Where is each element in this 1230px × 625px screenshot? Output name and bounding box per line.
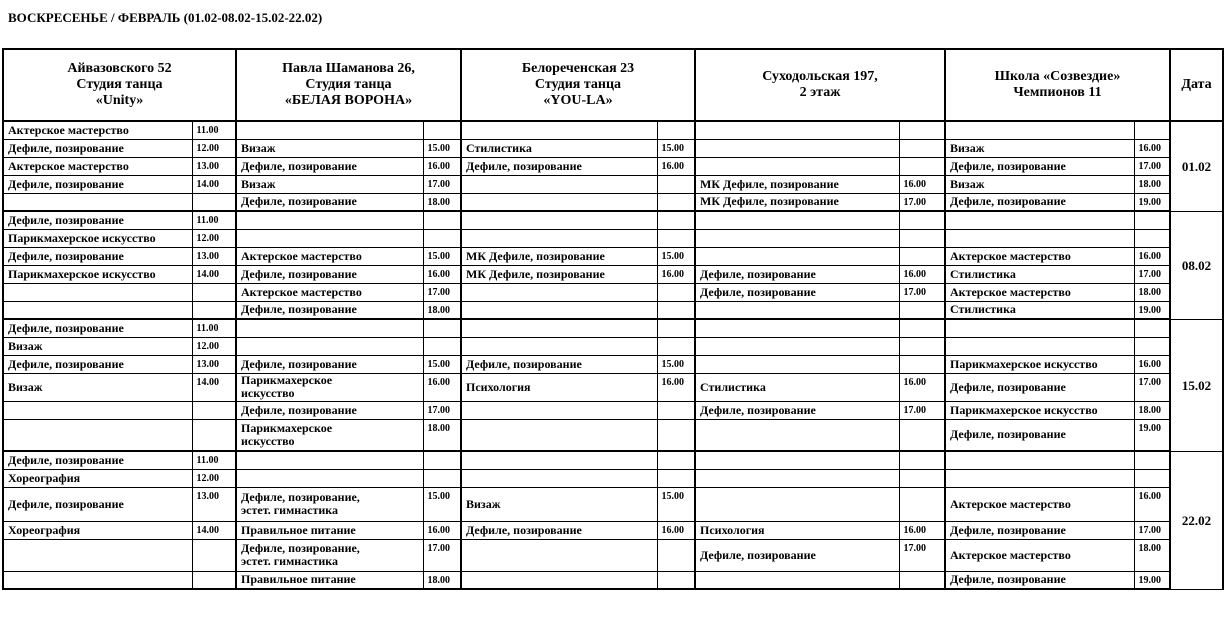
time-cell: 19.00 xyxy=(1134,193,1170,211)
time-cell xyxy=(423,229,461,247)
activity-cell: Парикмахерское искусство xyxy=(3,265,192,283)
time-cell xyxy=(899,157,945,175)
time-cell: 13.00 xyxy=(192,247,236,265)
time-cell: 18.00 xyxy=(1134,175,1170,193)
activity-cell: Дефиле, позирование xyxy=(945,373,1134,401)
time-cell xyxy=(423,121,461,139)
activity-cell: Дефиле, позирование xyxy=(3,355,192,373)
activity-cell xyxy=(3,571,192,589)
activity-cell xyxy=(236,211,423,229)
time-cell: 16.00 xyxy=(423,373,461,401)
time-cell xyxy=(899,319,945,337)
table-row xyxy=(3,139,1223,157)
activity-cell: Дефиле, позирование xyxy=(3,451,192,469)
time-cell xyxy=(899,139,945,157)
time-cell: 18.00 xyxy=(1134,539,1170,571)
table-row xyxy=(3,539,1223,571)
time-cell xyxy=(899,247,945,265)
activity-cell xyxy=(236,319,423,337)
activity-cell: Визаж xyxy=(945,175,1134,193)
activity-cell: Дефиле, позирование xyxy=(945,571,1134,589)
time-cell xyxy=(899,487,945,521)
activity-cell xyxy=(945,319,1134,337)
time-cell xyxy=(423,319,461,337)
time-cell xyxy=(657,193,695,211)
time-cell xyxy=(899,355,945,373)
activity-cell: Дефиле, позирование xyxy=(945,193,1134,211)
activity-cell: Дефиле, позирование xyxy=(236,193,423,211)
venue-header-3: Белореченская 23 Студия танца «YOU-LA» xyxy=(461,49,695,121)
time-cell xyxy=(899,211,945,229)
activity-cell: Дефиле, позирование xyxy=(461,521,657,539)
activity-cell xyxy=(695,451,899,469)
activity-cell: Актерское мастерство xyxy=(945,539,1134,571)
time-cell: 16.00 xyxy=(899,521,945,539)
time-cell xyxy=(657,337,695,355)
table-row xyxy=(3,373,1223,401)
table-row xyxy=(3,283,1223,301)
activity-cell: Психология xyxy=(695,521,899,539)
activity-cell: Визаж xyxy=(945,139,1134,157)
time-cell xyxy=(423,469,461,487)
time-cell: 15.00 xyxy=(657,487,695,521)
activity-cell xyxy=(695,301,899,319)
page-title: ВОСКРЕСЕНЬЕ / ФЕВРАЛЬ (01.02-08.02-15.02-22.02) xyxy=(8,10,323,25)
activity-cell: Стилистика xyxy=(945,301,1134,319)
time-cell xyxy=(192,301,236,319)
activity-cell xyxy=(461,211,657,229)
time-cell xyxy=(657,301,695,319)
activity-cell xyxy=(461,571,657,589)
activity-cell: Дефиле, позирование xyxy=(3,247,192,265)
time-cell: 17.00 xyxy=(1134,265,1170,283)
activity-cell xyxy=(695,157,899,175)
table-row xyxy=(3,175,1223,193)
activity-cell xyxy=(695,319,899,337)
time-cell xyxy=(423,211,461,229)
time-cell: 15.00 xyxy=(423,247,461,265)
activity-cell: Актерское мастерство xyxy=(945,487,1134,521)
date-cell: 08.02 xyxy=(1170,211,1223,319)
activity-cell xyxy=(3,419,192,451)
time-cell: 15.00 xyxy=(423,487,461,521)
activity-cell xyxy=(236,451,423,469)
activity-cell xyxy=(3,301,192,319)
activity-cell: Парикмахерское искусство xyxy=(945,401,1134,419)
time-cell xyxy=(657,451,695,469)
activity-cell xyxy=(945,229,1134,247)
activity-cell xyxy=(461,121,657,139)
date-cell: 22.02 xyxy=(1170,451,1223,589)
time-cell: 17.00 xyxy=(423,539,461,571)
venue-header-1: Айвазовского 52 Студия танца «Unity» xyxy=(3,49,236,121)
activity-cell: Актерское мастерство xyxy=(236,283,423,301)
time-cell: 14.00 xyxy=(192,265,236,283)
activity-cell: Дефиле, позирование xyxy=(236,301,423,319)
time-cell: 16.00 xyxy=(657,373,695,401)
table-row xyxy=(3,211,1223,229)
activity-cell xyxy=(695,121,899,139)
activity-cell: Дефиле, позирование, эстет. гимнастика xyxy=(236,539,423,571)
time-cell: 11.00 xyxy=(192,121,236,139)
activity-cell: Дефиле, позирование xyxy=(236,157,423,175)
activity-cell xyxy=(945,121,1134,139)
activity-cell xyxy=(236,337,423,355)
time-cell: 16.00 xyxy=(1134,355,1170,373)
time-cell xyxy=(423,337,461,355)
activity-cell: Правильное питание xyxy=(236,571,423,589)
activity-cell xyxy=(461,469,657,487)
time-cell: 17.00 xyxy=(423,401,461,419)
activity-cell xyxy=(945,469,1134,487)
time-cell: 16.00 xyxy=(899,373,945,401)
time-cell: 13.00 xyxy=(192,355,236,373)
time-cell xyxy=(899,469,945,487)
time-cell xyxy=(192,419,236,451)
time-cell: 16.00 xyxy=(657,265,695,283)
date-cell: 15.02 xyxy=(1170,319,1223,451)
activity-cell xyxy=(461,193,657,211)
activity-cell xyxy=(461,319,657,337)
time-cell: 17.00 xyxy=(1134,373,1170,401)
time-cell: 12.00 xyxy=(192,469,236,487)
time-cell: 17.00 xyxy=(423,175,461,193)
time-cell: 16.00 xyxy=(423,157,461,175)
activity-cell: Визаж xyxy=(236,175,423,193)
table-row xyxy=(3,337,1223,355)
activity-cell xyxy=(945,451,1134,469)
time-cell: 13.00 xyxy=(192,157,236,175)
time-cell: 12.00 xyxy=(192,337,236,355)
time-cell: 16.00 xyxy=(899,175,945,193)
table-row xyxy=(3,419,1223,451)
activity-cell: Стилистика xyxy=(695,373,899,401)
time-cell xyxy=(423,451,461,469)
activity-cell: Дефиле, позирование xyxy=(3,175,192,193)
activity-cell xyxy=(695,487,899,521)
time-cell: 18.00 xyxy=(423,419,461,451)
time-cell xyxy=(899,121,945,139)
activity-cell: Визаж xyxy=(3,337,192,355)
activity-cell: Правильное питание xyxy=(236,521,423,539)
activity-cell: Дефиле, позирование xyxy=(695,401,899,419)
activity-cell: Дефиле, позирование xyxy=(945,157,1134,175)
activity-cell: Визаж xyxy=(461,487,657,521)
activity-cell: Дефиле, позирование xyxy=(461,157,657,175)
time-cell: 18.00 xyxy=(1134,283,1170,301)
time-cell: 17.00 xyxy=(423,283,461,301)
table-row xyxy=(3,469,1223,487)
time-cell: 14.00 xyxy=(192,373,236,401)
time-cell: 16.00 xyxy=(899,265,945,283)
time-cell: 15.00 xyxy=(657,247,695,265)
time-cell: 17.00 xyxy=(1134,521,1170,539)
activity-cell xyxy=(461,175,657,193)
activity-cell xyxy=(695,469,899,487)
activity-cell: Визаж xyxy=(3,373,192,401)
time-cell: 13.00 xyxy=(192,487,236,521)
activity-cell xyxy=(461,301,657,319)
activity-cell: Дефиле, позирование xyxy=(945,419,1134,451)
time-cell: 18.00 xyxy=(423,193,461,211)
activity-cell: Дефиле, позирование xyxy=(236,265,423,283)
time-cell: 17.00 xyxy=(899,539,945,571)
activity-cell xyxy=(461,451,657,469)
activity-cell xyxy=(236,229,423,247)
table-row xyxy=(3,301,1223,319)
activity-cell: Парикмахерское искусство xyxy=(236,419,423,451)
activity-cell xyxy=(3,193,192,211)
activity-cell xyxy=(695,355,899,373)
activity-cell xyxy=(461,337,657,355)
time-cell xyxy=(657,319,695,337)
table-row xyxy=(3,487,1223,521)
time-cell: 18.00 xyxy=(423,301,461,319)
activity-cell xyxy=(695,247,899,265)
time-cell: 15.00 xyxy=(423,139,461,157)
activity-cell: МК Дефиле, позирование xyxy=(695,175,899,193)
time-cell: 19.00 xyxy=(1134,301,1170,319)
activity-cell: Дефиле, позирование xyxy=(695,539,899,571)
activity-cell: Дефиле, позирование xyxy=(695,265,899,283)
activity-cell: Актерское мастерство xyxy=(3,157,192,175)
activity-cell xyxy=(695,419,899,451)
time-cell: 16.00 xyxy=(657,521,695,539)
time-cell xyxy=(657,539,695,571)
activity-cell xyxy=(3,539,192,571)
time-cell: 17.00 xyxy=(899,193,945,211)
schedule-body xyxy=(3,121,1223,589)
time-cell xyxy=(657,469,695,487)
table-row xyxy=(3,355,1223,373)
activity-cell xyxy=(461,283,657,301)
venue-header-2: Павла Шаманова 26, Студия танца «БЕЛАЯ ВОРОНА» xyxy=(236,49,461,121)
table-row xyxy=(3,265,1223,283)
activity-cell: Дефиле, позирование xyxy=(461,355,657,373)
activity-cell: МК Дефиле, позирование xyxy=(695,193,899,211)
schedule-table xyxy=(2,48,1224,590)
time-cell: 15.00 xyxy=(657,139,695,157)
table-row xyxy=(3,319,1223,337)
time-cell xyxy=(1134,211,1170,229)
activity-cell: Стилистика xyxy=(945,265,1134,283)
time-cell xyxy=(1134,469,1170,487)
activity-cell xyxy=(945,211,1134,229)
table-row xyxy=(3,229,1223,247)
table-row xyxy=(3,193,1223,211)
time-cell: 16.00 xyxy=(1134,247,1170,265)
activity-cell xyxy=(461,229,657,247)
activity-cell xyxy=(461,401,657,419)
time-cell: 17.00 xyxy=(899,283,945,301)
time-cell: 15.00 xyxy=(423,355,461,373)
activity-cell xyxy=(3,283,192,301)
activity-cell xyxy=(461,419,657,451)
time-cell: 16.00 xyxy=(423,265,461,283)
date-cell: 01.02 xyxy=(1170,121,1223,211)
time-cell xyxy=(657,419,695,451)
activity-cell xyxy=(695,211,899,229)
time-cell: 15.00 xyxy=(657,355,695,373)
activity-cell: Актерское мастерство xyxy=(236,247,423,265)
time-cell xyxy=(657,211,695,229)
activity-cell xyxy=(945,337,1134,355)
activity-cell xyxy=(3,401,192,419)
activity-cell: Дефиле, позирование, эстет. гимнастика xyxy=(236,487,423,521)
activity-cell xyxy=(461,539,657,571)
time-cell xyxy=(1134,121,1170,139)
activity-cell xyxy=(695,571,899,589)
time-cell: 18.00 xyxy=(423,571,461,589)
time-cell xyxy=(192,193,236,211)
activity-cell: Парикмахерское искусство xyxy=(3,229,192,247)
table-row xyxy=(3,521,1223,539)
time-cell xyxy=(192,401,236,419)
activity-cell xyxy=(695,337,899,355)
activity-cell xyxy=(236,469,423,487)
time-cell xyxy=(192,571,236,589)
time-cell xyxy=(899,229,945,247)
time-cell xyxy=(657,121,695,139)
time-cell: 19.00 xyxy=(1134,419,1170,451)
time-cell: 14.00 xyxy=(192,175,236,193)
activity-cell: Актерское мастерство xyxy=(945,247,1134,265)
activity-cell xyxy=(695,229,899,247)
time-cell xyxy=(657,229,695,247)
activity-cell: Дефиле, позирование xyxy=(3,319,192,337)
time-cell: 17.00 xyxy=(1134,157,1170,175)
time-cell: 11.00 xyxy=(192,451,236,469)
time-cell: 16.00 xyxy=(657,157,695,175)
time-cell xyxy=(899,451,945,469)
time-cell xyxy=(1134,229,1170,247)
activity-cell: Дефиле, позирование xyxy=(3,139,192,157)
activity-cell: Хореография xyxy=(3,469,192,487)
time-cell: 12.00 xyxy=(192,139,236,157)
time-cell xyxy=(657,175,695,193)
activity-cell: Парикмахерское искусство xyxy=(236,373,423,401)
activity-cell: Актерское мастерство xyxy=(945,283,1134,301)
time-cell xyxy=(899,301,945,319)
time-cell xyxy=(1134,319,1170,337)
time-cell: 12.00 xyxy=(192,229,236,247)
venue-header-5: Школа «Созвездие» Чемпионов 11 xyxy=(945,49,1170,121)
activity-cell: Дефиле, позирование xyxy=(3,487,192,521)
activity-cell: Дефиле, позирование xyxy=(236,355,423,373)
activity-cell: Дефиле, позирование xyxy=(3,211,192,229)
time-cell xyxy=(657,571,695,589)
time-cell: 19.00 xyxy=(1134,571,1170,589)
table-row xyxy=(3,247,1223,265)
venue-header-4: Суходольская 197, 2 этаж xyxy=(695,49,945,121)
activity-cell: Психология xyxy=(461,373,657,401)
activity-cell: Визаж xyxy=(236,139,423,157)
time-cell xyxy=(899,419,945,451)
activity-cell: Дефиле, позирование xyxy=(945,521,1134,539)
time-cell xyxy=(192,539,236,571)
time-cell: 16.00 xyxy=(423,521,461,539)
time-cell xyxy=(657,401,695,419)
time-cell: 18.00 xyxy=(1134,401,1170,419)
time-cell xyxy=(192,283,236,301)
activity-cell: Дефиле, позирование xyxy=(236,401,423,419)
time-cell: 11.00 xyxy=(192,319,236,337)
time-cell: 16.00 xyxy=(1134,139,1170,157)
activity-cell: Стилистика xyxy=(461,139,657,157)
time-cell: 14.00 xyxy=(192,521,236,539)
time-cell xyxy=(899,337,945,355)
time-cell: 16.00 xyxy=(1134,487,1170,521)
activity-cell: Хореография xyxy=(3,521,192,539)
activity-cell xyxy=(695,139,899,157)
activity-cell xyxy=(236,121,423,139)
time-cell: 11.00 xyxy=(192,211,236,229)
activity-cell: Актерское мастерство xyxy=(3,121,192,139)
time-cell xyxy=(1134,337,1170,355)
date-header: Дата xyxy=(1170,49,1223,121)
activity-cell: МК Дефиле, позирование xyxy=(461,247,657,265)
time-cell xyxy=(657,283,695,301)
activity-cell: Дефиле, позирование xyxy=(695,283,899,301)
table-row xyxy=(3,401,1223,419)
table-row xyxy=(3,121,1223,139)
time-cell: 17.00 xyxy=(899,401,945,419)
time-cell xyxy=(899,571,945,589)
activity-cell: Парикмахерское искусство xyxy=(945,355,1134,373)
time-cell xyxy=(1134,451,1170,469)
activity-cell: МК Дефиле, позирование xyxy=(461,265,657,283)
table-row xyxy=(3,571,1223,589)
table-row xyxy=(3,451,1223,469)
table-row xyxy=(3,157,1223,175)
